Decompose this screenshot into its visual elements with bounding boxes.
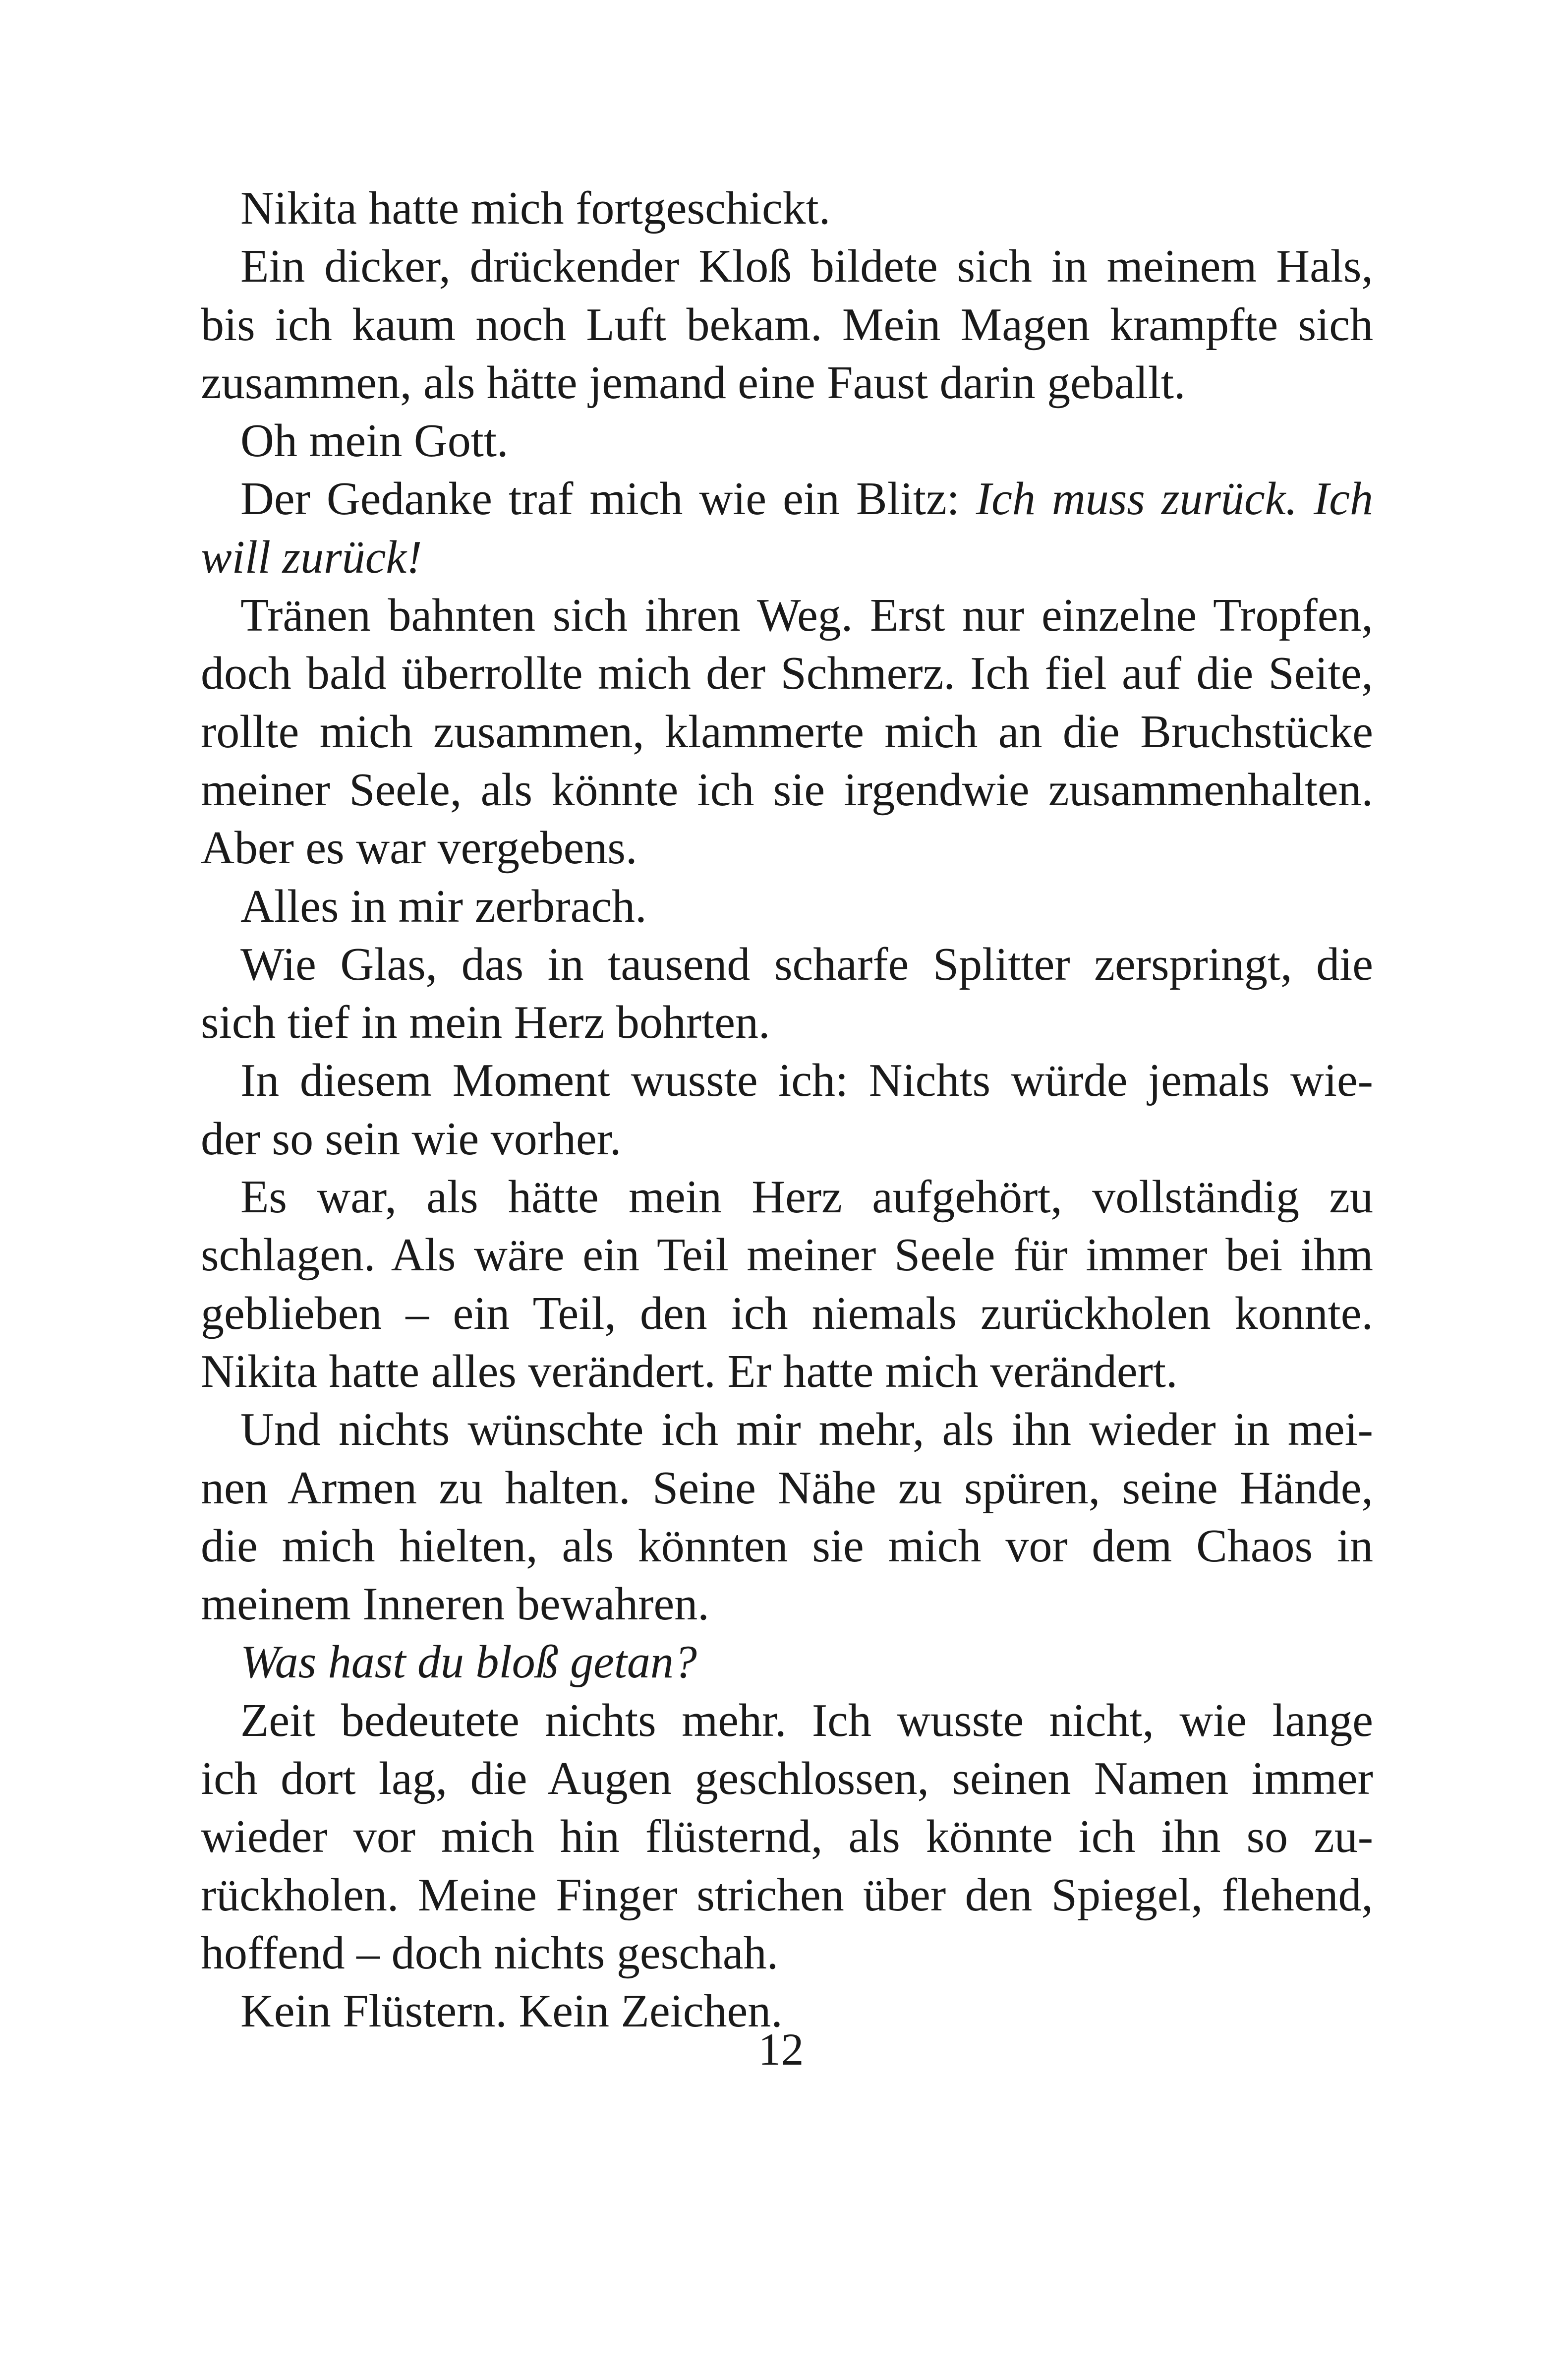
- text-run: die mich hielten, als könnten sie mich vor dem Chaos in: [201, 1520, 1373, 1572]
- text-run: Nikita hatte mich fortgeschickt.: [240, 182, 831, 234]
- text-line: [201, 1517, 1373, 1575]
- text-run: ich dort lag, die Augen geschlossen, seinen Namen immer: [201, 1753, 1373, 1805]
- text-run: sich tief in mein Herz bohrten.: [201, 997, 770, 1049]
- text-run: nen Armen zu halten. Seine Nähe zu spüren, seine Hände,: [201, 1462, 1373, 1514]
- text-run: Der Gedanke traf mich wie ein Blitz:: [240, 473, 976, 525]
- text-line: [201, 1401, 1373, 1459]
- text-line: [201, 1459, 1373, 1517]
- text-run: wieder vor mich hin flüsternd, als könnte ich ihn so zu-: [201, 1811, 1373, 1863]
- text-run: Und nichts wünschte ich mir mehr, als ihn wieder in mei-: [240, 1404, 1373, 1456]
- text-line: [201, 296, 1373, 354]
- text-run: meiner Seele, als könnte ich sie irgendwie zusammenhalten.: [201, 764, 1373, 816]
- text-line: [201, 238, 1373, 296]
- text-run: hoffend – doch nichts geschah.: [201, 1927, 779, 1979]
- text-run: geblieben – ein Teil, den ich niemals zurückholen konnte.: [201, 1287, 1373, 1339]
- text-line: [201, 1110, 1373, 1168]
- text-line: [201, 1808, 1373, 1866]
- text-line: [201, 1750, 1373, 1808]
- text-line: [201, 1226, 1373, 1284]
- text-line: [201, 1866, 1373, 1924]
- text-line: [201, 529, 1373, 587]
- text-run: Kein Flüstern. Kein Zeichen.: [240, 1985, 783, 2037]
- text-line: [201, 761, 1373, 819]
- text-run: Oh mein Gott.: [240, 415, 509, 467]
- text-line: [201, 1633, 1373, 1691]
- text-run: Es war, als hätte mein Herz aufgehört, vollständig zu: [240, 1171, 1373, 1223]
- text-run: meinem Inneren bewahren.: [201, 1578, 709, 1630]
- text-line: [201, 587, 1373, 645]
- text-line: [201, 1343, 1373, 1401]
- italic-text-run: Ich muss zurück. Ich: [976, 473, 1373, 525]
- text-run: rollte mich zusammen, klammerte mich an die Bruchstücke: [201, 706, 1373, 758]
- text-run: Aber es war vergebens.: [201, 822, 637, 874]
- text-line: [201, 994, 1373, 1052]
- text-run: schlagen. Als wäre ein Teil meiner Seele für immer bei ihm: [201, 1229, 1373, 1281]
- text-line: [201, 878, 1373, 936]
- text-run: Alles in mir zerbrach.: [240, 880, 647, 932]
- text-line: [201, 1575, 1373, 1633]
- text-run: bis ich kaum noch Luft bekam. Mein Magen krampfte sich: [201, 298, 1373, 351]
- text-line: [201, 645, 1373, 703]
- text-line: [201, 703, 1373, 761]
- text-line: [201, 936, 1373, 994]
- text-run: der so sein wie vorher.: [201, 1113, 622, 1165]
- text-run: Tränen bahnten sich ihren Weg. Erst nur einzelne Tropfen,: [240, 590, 1373, 642]
- text-run: Wie Glas, das in tausend scharfe Splitter zerspringt, die: [240, 938, 1373, 990]
- text-line: [201, 179, 1373, 238]
- text-run: Zeit bedeutete nichts mehr. Ich wusste nicht, wie lange: [240, 1694, 1373, 1746]
- text-line: [201, 1168, 1373, 1226]
- text-run: In diesem Moment wusste ich: Nichts würde jemals wie-: [240, 1055, 1373, 1107]
- body-text: [201, 179, 1373, 2041]
- text-line: [201, 354, 1373, 412]
- text-run: Ein dicker, drückender Kloß bildete sich in meinem Hals,: [240, 240, 1373, 293]
- text-line: [201, 1692, 1373, 1750]
- text-run: zusammen, als hätte jemand eine Faust darin geballt.: [201, 357, 1186, 409]
- text-run: doch bald überrollte mich der Schmerz. Ich fiel auf die Seite,: [201, 648, 1373, 700]
- italic-text-run: Was hast du bloß getan?: [240, 1636, 697, 1688]
- text-line: [201, 1924, 1373, 1982]
- page-number: 12: [758, 2024, 804, 2075]
- text-line: [201, 470, 1373, 528]
- text-line: [201, 1052, 1373, 1110]
- text-line: [201, 412, 1373, 470]
- text-run: Nikita hatte alles verändert. Er hatte mich verändert.: [201, 1345, 1178, 1397]
- text-run: rückholen. Meine Finger strichen über den Spiegel, flehend,: [201, 1869, 1373, 1921]
- text-line: [201, 1285, 1373, 1343]
- text-line: [201, 819, 1373, 877]
- italic-text-run: will zurück!: [201, 531, 422, 583]
